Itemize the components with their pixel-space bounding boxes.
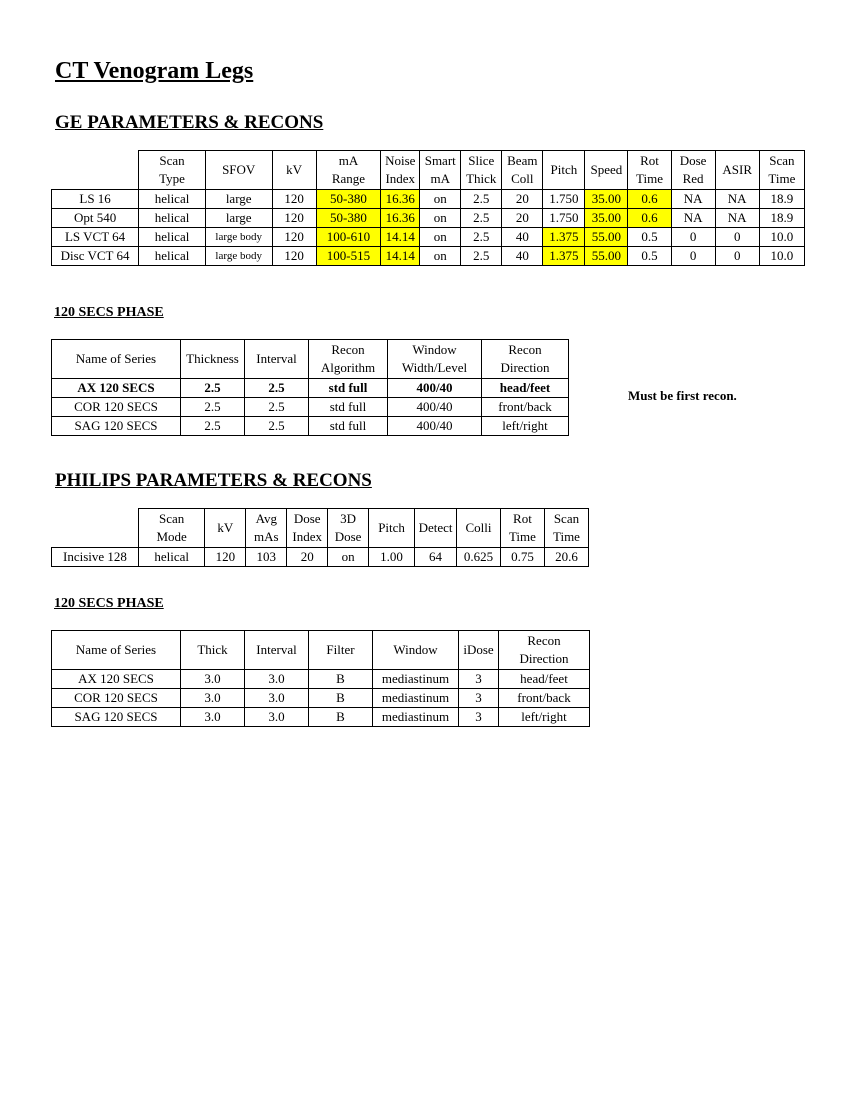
table-cell: 18.9 [759,209,804,228]
column-header-line: Time [636,171,663,186]
page-title: CT Venogram Legs [55,58,254,84]
column-header-line: SFOV [222,162,256,177]
table-cell: 64 [415,548,457,567]
table-cell: AX 120 SECS [52,670,181,689]
scanner-name-cell: Opt 540 [52,209,139,228]
column-header-line: Pitch [378,520,405,535]
column-header-line: Coll [511,171,534,186]
column-header [287,509,328,548]
table-cell: 35.00 [585,190,628,209]
table-row [52,670,590,689]
table-cell: 1.750 [543,190,585,209]
column-header-line: Thick [466,171,497,186]
column-header [415,509,457,548]
table-cell: 40 [502,228,543,247]
table-cell: 3.0 [245,670,309,689]
column-header-line: Scan [769,153,795,168]
table-cell: head/feet [499,670,590,689]
table-cell: B [309,689,373,708]
table-cell: B [309,670,373,689]
column-header [585,151,628,190]
column-header-line: Recon [527,633,561,648]
table-cell: 2.5 [245,417,309,436]
table-cell: 16.36 [381,190,420,209]
column-header [272,151,316,190]
table-cell: mediastinum [373,708,459,727]
scanner-name-cell: Incisive 128 [52,548,139,567]
column-header [500,509,544,548]
table-cell: 100-610 [316,228,381,247]
column-header-line: mAs [254,529,279,544]
table-cell: 16.36 [381,209,420,228]
table-cell: 2.5 [461,228,502,247]
column-header [499,631,590,670]
column-header [502,151,543,190]
column-header-line: iDose [463,642,494,657]
table-cell: left/right [482,417,569,436]
column-header-line: 3D [340,511,357,526]
philips-recons-header-row [52,631,590,670]
table-cell: 14.14 [381,247,420,266]
ge-recons-header-row [52,340,569,379]
column-header-line: Interval [256,351,297,366]
table-cell: 3.0 [245,689,309,708]
column-header-line: Mode [156,529,187,544]
table-cell: left/right [499,708,590,727]
table-cell: helical [138,548,204,567]
table-cell: on [420,190,461,209]
column-header-line: Filter [326,642,355,657]
table-cell: 20 [502,209,543,228]
table-cell: std full [309,417,388,436]
column-header-line: Dose [679,153,707,168]
ge-recons-table [51,339,569,436]
column-header [369,509,415,548]
table-cell: 0 [715,228,759,247]
column-header-line: Rot [640,153,659,168]
column-header-line: Rot [513,511,532,526]
column-header-line: Recon [331,342,365,357]
table-cell: 100-515 [316,247,381,266]
table-row [52,379,569,398]
table-cell: SAG 120 SECS [52,417,181,436]
blank-corner-cell [52,151,139,190]
table-cell: 0 [671,247,715,266]
column-header [715,151,759,190]
column-header [420,151,461,190]
table-cell: 3.0 [245,708,309,727]
column-header-line: Name of Series [75,642,157,657]
column-header [544,509,588,548]
column-header-line: Window [412,342,457,357]
table-cell: 0.625 [456,548,500,567]
table-cell: 50-380 [316,190,381,209]
table-cell: 2.5 [181,379,245,398]
table-row [52,548,589,567]
table-cell: 3.0 [181,670,245,689]
table-cell: 1.00 [369,548,415,567]
table-cell: std full [309,398,388,417]
column-header [381,151,420,190]
column-header [461,151,502,190]
column-header [309,631,373,670]
column-header-line: kV [217,520,234,535]
table-cell: 103 [246,548,287,567]
table-cell: 20.6 [544,548,588,567]
table-cell: helical [139,228,206,247]
table-cell: 3 [459,708,499,727]
column-header [205,509,246,548]
table-cell: 14.14 [381,228,420,247]
column-header-line: Detect [418,520,453,535]
scanner-name-cell: LS 16 [52,190,139,209]
column-header [456,509,500,548]
table-cell: 2.5 [461,209,502,228]
table-cell: 2.5 [245,379,309,398]
ge-parameters-table [51,150,805,266]
table-cell: head/feet [482,379,569,398]
table-cell: 120 [272,209,316,228]
column-header-line: Algorithm [320,360,376,375]
column-header-line: Smart [424,153,456,168]
table-cell: helical [139,209,206,228]
table-cell: 0.5 [628,228,671,247]
table-cell: 1.375 [543,228,585,247]
table-row [52,228,805,247]
table-cell: 3 [459,670,499,689]
column-header-line: Red [682,171,704,186]
column-header-line: Window [393,642,438,657]
column-header [482,340,569,379]
table-cell: 2.5 [245,398,309,417]
ge-section-heading: GE PARAMETERS & RECONS [55,112,324,133]
column-header [181,340,245,379]
table-cell: 400/40 [388,398,482,417]
table-cell: 40 [502,247,543,266]
table-cell: mediastinum [373,670,459,689]
philips-phase-heading: 120 SECS PHASE [54,596,164,611]
column-header-line: Speed [590,162,623,177]
table-cell: 120 [272,228,316,247]
table-cell: SAG 120 SECS [52,708,181,727]
table-cell: 2.5 [181,417,245,436]
column-header-line: Scan [159,153,185,168]
column-header-line: Recon [508,342,542,357]
table-cell: large body [205,228,272,247]
table-cell: 10.0 [759,247,804,266]
table-cell: 0.6 [628,190,671,209]
table-cell: front/back [499,689,590,708]
column-header-line: ASIR [722,162,752,177]
table-cell: on [328,548,369,567]
table-row [52,417,569,436]
column-header [138,509,204,548]
table-row [52,190,805,209]
table-cell: std full [309,379,388,398]
column-header-line: Type [159,171,185,186]
column-header-line: Direction [500,360,550,375]
blank-corner-cell [52,509,139,548]
column-header-line: Direction [519,651,569,666]
table-cell: 1.750 [543,209,585,228]
table-cell: 55.00 [585,228,628,247]
column-header [245,340,309,379]
column-header [328,509,369,548]
table-cell: 120 [205,548,246,567]
table-row [52,689,590,708]
column-header-line: Scan [553,511,580,526]
column-header [316,151,381,190]
column-header [181,631,245,670]
table-row [52,708,590,727]
column-header [671,151,715,190]
philips-section-heading: PHILIPS PARAMETERS & RECONS [55,470,372,491]
table-cell: NA [715,190,759,209]
column-header [543,151,585,190]
philips-recons-table [51,630,590,727]
column-header-line: mA [430,171,450,186]
table-cell: on [420,228,461,247]
table-cell: 1.375 [543,247,585,266]
column-header-line: Beam [507,153,538,168]
column-header [628,151,671,190]
table-cell: 120 [272,190,316,209]
table-cell: 20 [287,548,328,567]
table-cell: helical [139,247,206,266]
first-recon-note: Must be first recon. [628,388,737,403]
column-header-line: Width/Level [401,360,468,375]
table-cell: 0.75 [500,548,544,567]
table-cell: 35.00 [585,209,628,228]
column-header-line: Pitch [550,162,578,177]
column-header-line: Time [768,171,796,186]
table-cell: mediastinum [373,689,459,708]
table-cell: large body [205,247,272,266]
column-header [52,631,181,670]
ge-phase-heading: 120 SECS PHASE [54,305,164,320]
column-header [759,151,804,190]
table-cell: 20 [502,190,543,209]
table-cell: B [309,708,373,727]
table-cell: 400/40 [388,379,482,398]
column-header [246,509,287,548]
column-header-line: Index [385,171,416,186]
table-cell: 55.00 [585,247,628,266]
table-row [52,247,805,266]
column-header-line: Dose [334,529,362,544]
table-cell: 2.5 [181,398,245,417]
table-cell: 120 [272,247,316,266]
table-cell: 50-380 [316,209,381,228]
table-cell: NA [671,209,715,228]
table-cell: 400/40 [388,417,482,436]
table-cell: helical [139,190,206,209]
column-header [52,340,181,379]
column-header-line: Name of Series [75,351,157,366]
column-header-line: Dose [293,511,321,526]
column-header [388,340,482,379]
column-header [373,631,459,670]
column-header-line: Time [508,529,536,544]
table-cell: NA [671,190,715,209]
scanner-name-cell: LS VCT 64 [52,228,139,247]
column-header [309,340,388,379]
table-cell: large [205,209,272,228]
table-cell: 10.0 [759,228,804,247]
column-header-line: kV [286,162,303,177]
table-cell: on [420,209,461,228]
table-cell: 0 [671,228,715,247]
column-header-line: Index [292,529,322,544]
table-cell: 3.0 [181,689,245,708]
table-cell: front/back [482,398,569,417]
table-cell: COR 120 SECS [52,689,181,708]
column-header-line: Colli [465,520,492,535]
table-row [52,398,569,417]
column-header-line: Time [552,529,580,544]
table-row [52,209,805,228]
table-cell: 3 [459,689,499,708]
table-cell: 18.9 [759,190,804,209]
table-cell: 0 [715,247,759,266]
column-header-line: Range [331,171,366,186]
column-header-line: Avg [255,511,277,526]
column-header-line: Noise [385,153,416,168]
table-cell: 0.5 [628,247,671,266]
table-cell: 3.0 [181,708,245,727]
table-cell: large [205,190,272,209]
table-cell: NA [715,209,759,228]
column-header-line: Slice [468,153,495,168]
column-header [459,631,499,670]
table-cell: on [420,247,461,266]
philips-parameters-table [51,508,589,567]
column-header-line: Thick [197,642,228,657]
scanner-name-cell: Disc VCT 64 [52,247,139,266]
column-header-line: Interval [256,642,297,657]
table-cell: 0.6 [628,209,671,228]
column-header-line: Thickness [186,351,239,366]
column-header-line: Scan [159,511,185,526]
column-header [139,151,206,190]
table-cell: COR 120 SECS [52,398,181,417]
table-cell: 2.5 [461,190,502,209]
column-header [245,631,309,670]
table-cell: 2.5 [461,247,502,266]
column-header [205,151,272,190]
table-cell: AX 120 SECS [52,379,181,398]
philips-parameters-header-row [52,509,589,548]
column-header-line: mA [338,153,359,168]
ge-parameters-header-row [52,151,805,190]
